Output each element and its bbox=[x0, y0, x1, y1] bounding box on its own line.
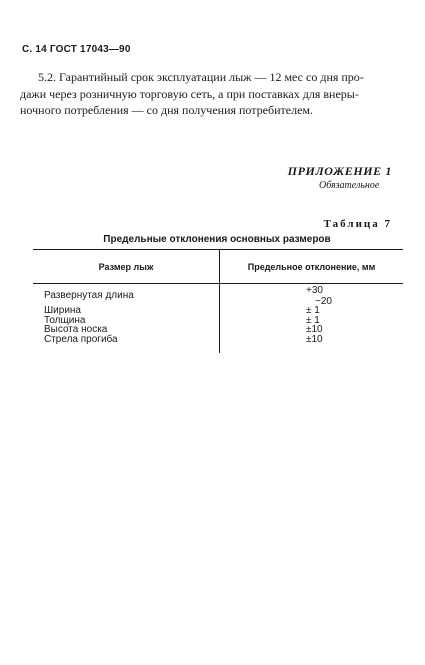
appendix-subtitle: Обязательное bbox=[319, 180, 380, 191]
row-name: Развернутая длина bbox=[44, 290, 134, 301]
row-name: Высота носка bbox=[44, 324, 108, 335]
column-header-size: Размер лыж bbox=[98, 262, 154, 272]
warranty-paragraph bbox=[20, 69, 404, 119]
page-header: С. 14 ГОСТ 17043—90 bbox=[22, 44, 131, 55]
row-name: Стрела прогиба bbox=[44, 334, 118, 345]
paragraph-line-1: 5.2. Гарантийный срок эксплуатации лыж — 12 мес со дня про- bbox=[38, 70, 364, 84]
row-value: ± 1 bbox=[306, 305, 320, 316]
table-title: Предельные отклонения основных размеров bbox=[103, 234, 331, 245]
row-name: Толщина bbox=[44, 315, 86, 326]
row-value: ±10 bbox=[306, 324, 323, 335]
row-value: ± 1 bbox=[306, 315, 320, 326]
paragraph-line-3: ночного потребления — со дня получения потребителем. bbox=[20, 103, 313, 117]
table-top-rule bbox=[33, 249, 403, 250]
row-value: +30 bbox=[306, 285, 323, 296]
table-header-rule bbox=[33, 283, 403, 284]
table-label: Таблица 7 bbox=[323, 218, 392, 230]
row-value: ±10 bbox=[306, 334, 323, 345]
row-value-lower: −20 bbox=[315, 296, 332, 307]
row-name: Ширина bbox=[44, 305, 81, 316]
column-header-deviation: Предельное отклонение, мм bbox=[247, 262, 376, 272]
paragraph-line-2: дажи через розничную торговую сеть, а при поставках для внеры- bbox=[20, 86, 359, 101]
appendix-title: ПРИЛОЖЕНИЕ 1 bbox=[287, 164, 392, 178]
